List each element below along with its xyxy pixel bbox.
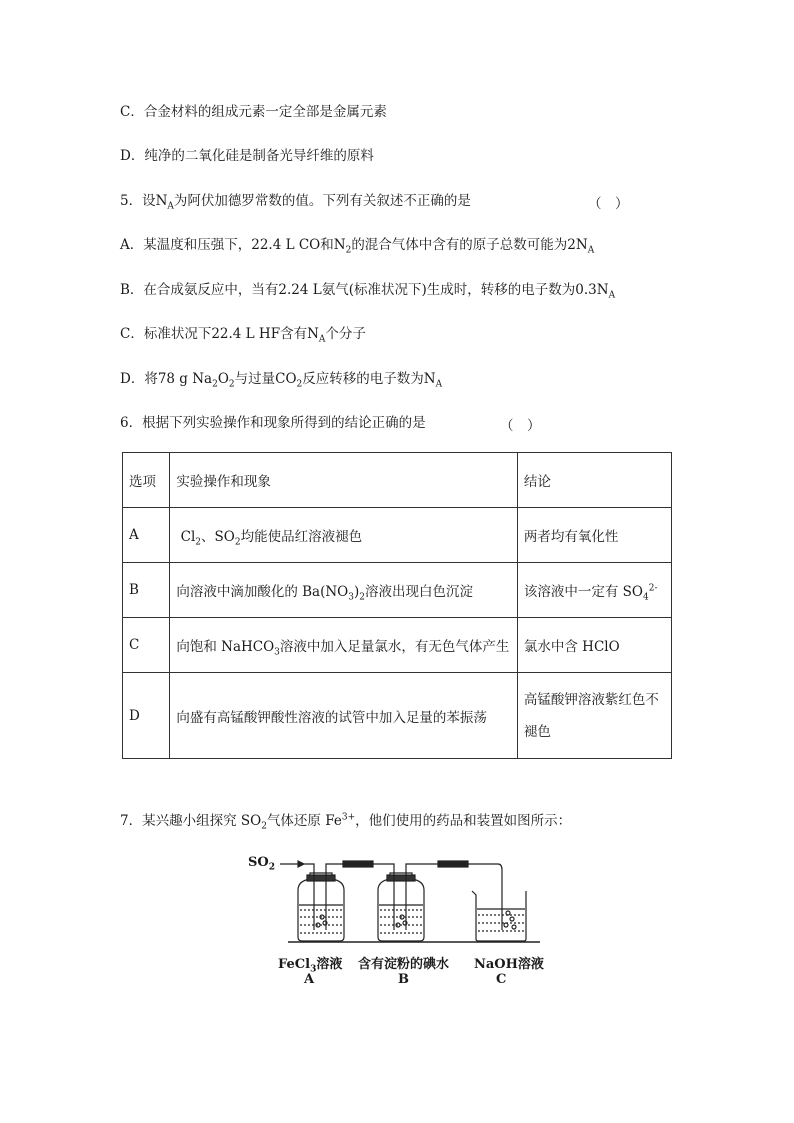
- header-operation: 实验操作和现象: [170, 453, 518, 508]
- row-a-conclusion: 两者均有氧化性: [517, 508, 671, 563]
- question-5-answer-blank: （ ）: [588, 196, 629, 212]
- row-d-conclusion: 高锰酸钾溶液紫红色不褪色: [517, 673, 671, 759]
- table-row: [123, 508, 672, 563]
- row-b-operation: 向溶液中滴加酸化的 $Ba(NO_3)_2$溶液出现白色沉淀: [170, 563, 518, 618]
- row-c-label: C: [123, 618, 170, 673]
- row-a-operation: $Cl_2$、$SO_2$均能使品红溶液褪色: [170, 508, 518, 563]
- header-option: 选项: [123, 453, 170, 508]
- question-6-stem: 6．根据下列实验操作和现象所得到的结论正确的是: [120, 415, 426, 431]
- letter-c: C: [496, 972, 507, 987]
- label-b-solution: 含有淀粉的碘水: [358, 957, 450, 972]
- table-row: [123, 673, 672, 759]
- option-c-prev: C．合金材料的组成元素一定全部是金属元素: [120, 104, 387, 120]
- row-d-operation: 向盛有高锰酸钾酸性溶液的试管中加入足量的苯振荡: [170, 673, 518, 759]
- beaker-c: [472, 891, 526, 941]
- table-header-row: [123, 453, 672, 508]
- question-5-option-b: B．在合成氨反应中，当有2.24 L氨气(标准状况下)生成时，转移的电子数为$0.3N_A$: [120, 282, 616, 301]
- letter-a: A: [304, 972, 315, 987]
- table-row: [123, 618, 672, 673]
- question-5-option-d: D．将78 g $Na_2O_2$与过量$CO_2$反应转移的电子数为$N_A$: [120, 371, 443, 390]
- row-b-label: B: [123, 563, 170, 618]
- question-7-stem: 7．某兴趣小组探究 $SO_2$气体还原 $Fe^{3+}$，他们使用的药品和装置如图所示：: [120, 812, 572, 832]
- question-6-answer-blank: （ ）: [500, 418, 541, 434]
- apparatus-drawing: [240, 845, 560, 950]
- letter-b: B: [398, 972, 409, 987]
- question-5-option-c: C．标准状况下22.4 L HF含有$N_A$个分子: [120, 326, 366, 345]
- inlet-arrow: [280, 861, 304, 867]
- row-c-conclusion: 氯水中含 HClO: [517, 618, 671, 673]
- row-b-conclusion: 该溶液中一定有 $SO_4^{2-}$: [517, 563, 671, 618]
- tube-link-ab: [340, 861, 388, 867]
- table-row: [123, 563, 672, 618]
- label-c-solution: NaOH溶液: [474, 957, 544, 972]
- row-c-operation: 向饱和 NaHCO$_3$溶液中加入足量氯水，有无色气体产生: [170, 618, 518, 673]
- row-d-label: D: [123, 673, 170, 759]
- header-conclusion: 结论: [517, 453, 671, 508]
- bottle-a: [298, 864, 344, 941]
- question-5-option-a: A．某温度和压强下，22.4 L CO和$N_2$的混合气体中含有的原子总数可能为$2N_A$: [120, 237, 595, 256]
- inlet-label: $SO_2$: [248, 855, 275, 873]
- row-a-label: A: [123, 508, 170, 563]
- tube-link-bc: [420, 861, 506, 930]
- question-5-stem: 5．设$N_A$为阿伏加德罗常数的值。下列有关叙述不正确的是: [120, 193, 471, 212]
- label-a-solution: FeCl$_3$溶液: [278, 957, 343, 975]
- question-6-table: [122, 452, 672, 759]
- bottle-b: [378, 864, 424, 941]
- option-d-prev: D．纯净的二氧化硅是制备光导纤维的原料: [120, 148, 374, 164]
